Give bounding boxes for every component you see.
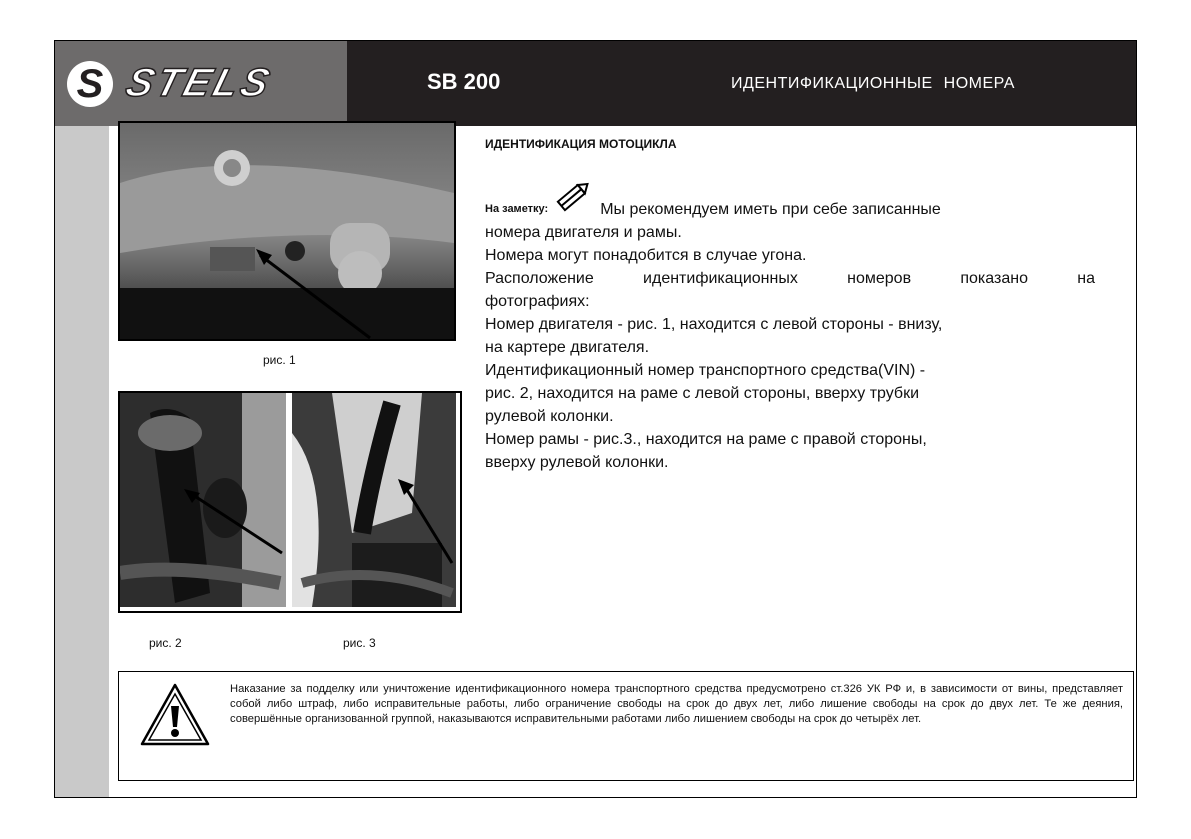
page-header	[55, 41, 1136, 126]
section-title: ИДЕНТИФИКАЦИОННЫЕ НОМЕРА	[731, 75, 1015, 92]
paragraph-line: рулевой колонки.	[485, 408, 614, 425]
paragraph-line: Идентификационный номер транспортного средства(VIN) -	[485, 362, 926, 379]
paragraph-line: Номера могут понадобится в случае угона.	[485, 247, 807, 264]
section-heading: ИДЕНТИФИКАЦИЯ МОТОЦИКЛА	[485, 137, 677, 151]
stels-logo-icon: S	[67, 61, 113, 107]
paragraph-line: Номер рамы - рис.3., находится на раме с правой стороны,	[485, 431, 927, 448]
brand-wordmark: STELS	[121, 61, 277, 105]
brand-logo	[55, 41, 347, 126]
vin-photos	[118, 391, 462, 613]
note-text: Мы рекомендуем иметь при себе записанные	[600, 201, 941, 218]
main-text	[485, 137, 1095, 474]
paragraph-line: на картере двигателя.	[485, 339, 650, 356]
model-name: SB 200	[427, 69, 501, 94]
paragraph-line: Расположение идентификационных номеров показано на	[485, 270, 1095, 287]
warning-box	[118, 671, 1134, 781]
paragraph-line: номера двигателя и рамы.	[485, 224, 682, 241]
figure-3-caption: рис. 3	[343, 636, 376, 650]
vin-number-photo	[120, 393, 286, 607]
paragraph-line: фотографиях:	[485, 293, 590, 310]
paragraph-line: Номер двигателя - рис. 1, находится с левой стороны - внизу,	[485, 316, 943, 333]
warning-text: Наказание за подделку или уничтожение идентификационного номера транспортного средства предусмотрено ст.326 УК РФ и, в зависимости от вины, представляет собой либо штраф, либо исправительные работы, либо ограничение свободы на срок до двух лет, либо лишение свободы на срок до двух лет. Те же деяния, совершённые организованной группой, наказываются исправительными работами либо лишением свободы на срок до четырёх лет.	[230, 683, 1123, 725]
manual-page	[54, 40, 1137, 798]
note-label: На заметку:	[485, 203, 549, 215]
pencil-icon	[554, 178, 594, 221]
paragraph-line: вверху рулевой колонки.	[485, 454, 669, 471]
paragraph-line: рис. 2, находится на раме с левой стороны, вверху трубки	[485, 385, 920, 402]
frame-number-photo	[292, 393, 456, 607]
side-strip	[55, 126, 109, 797]
engine-number-photo	[118, 121, 456, 341]
warning-icon	[139, 682, 211, 753]
figure-1-caption: рис. 1	[263, 353, 296, 367]
figure-2-caption: рис. 2	[149, 636, 182, 650]
note-line	[485, 181, 1095, 221]
